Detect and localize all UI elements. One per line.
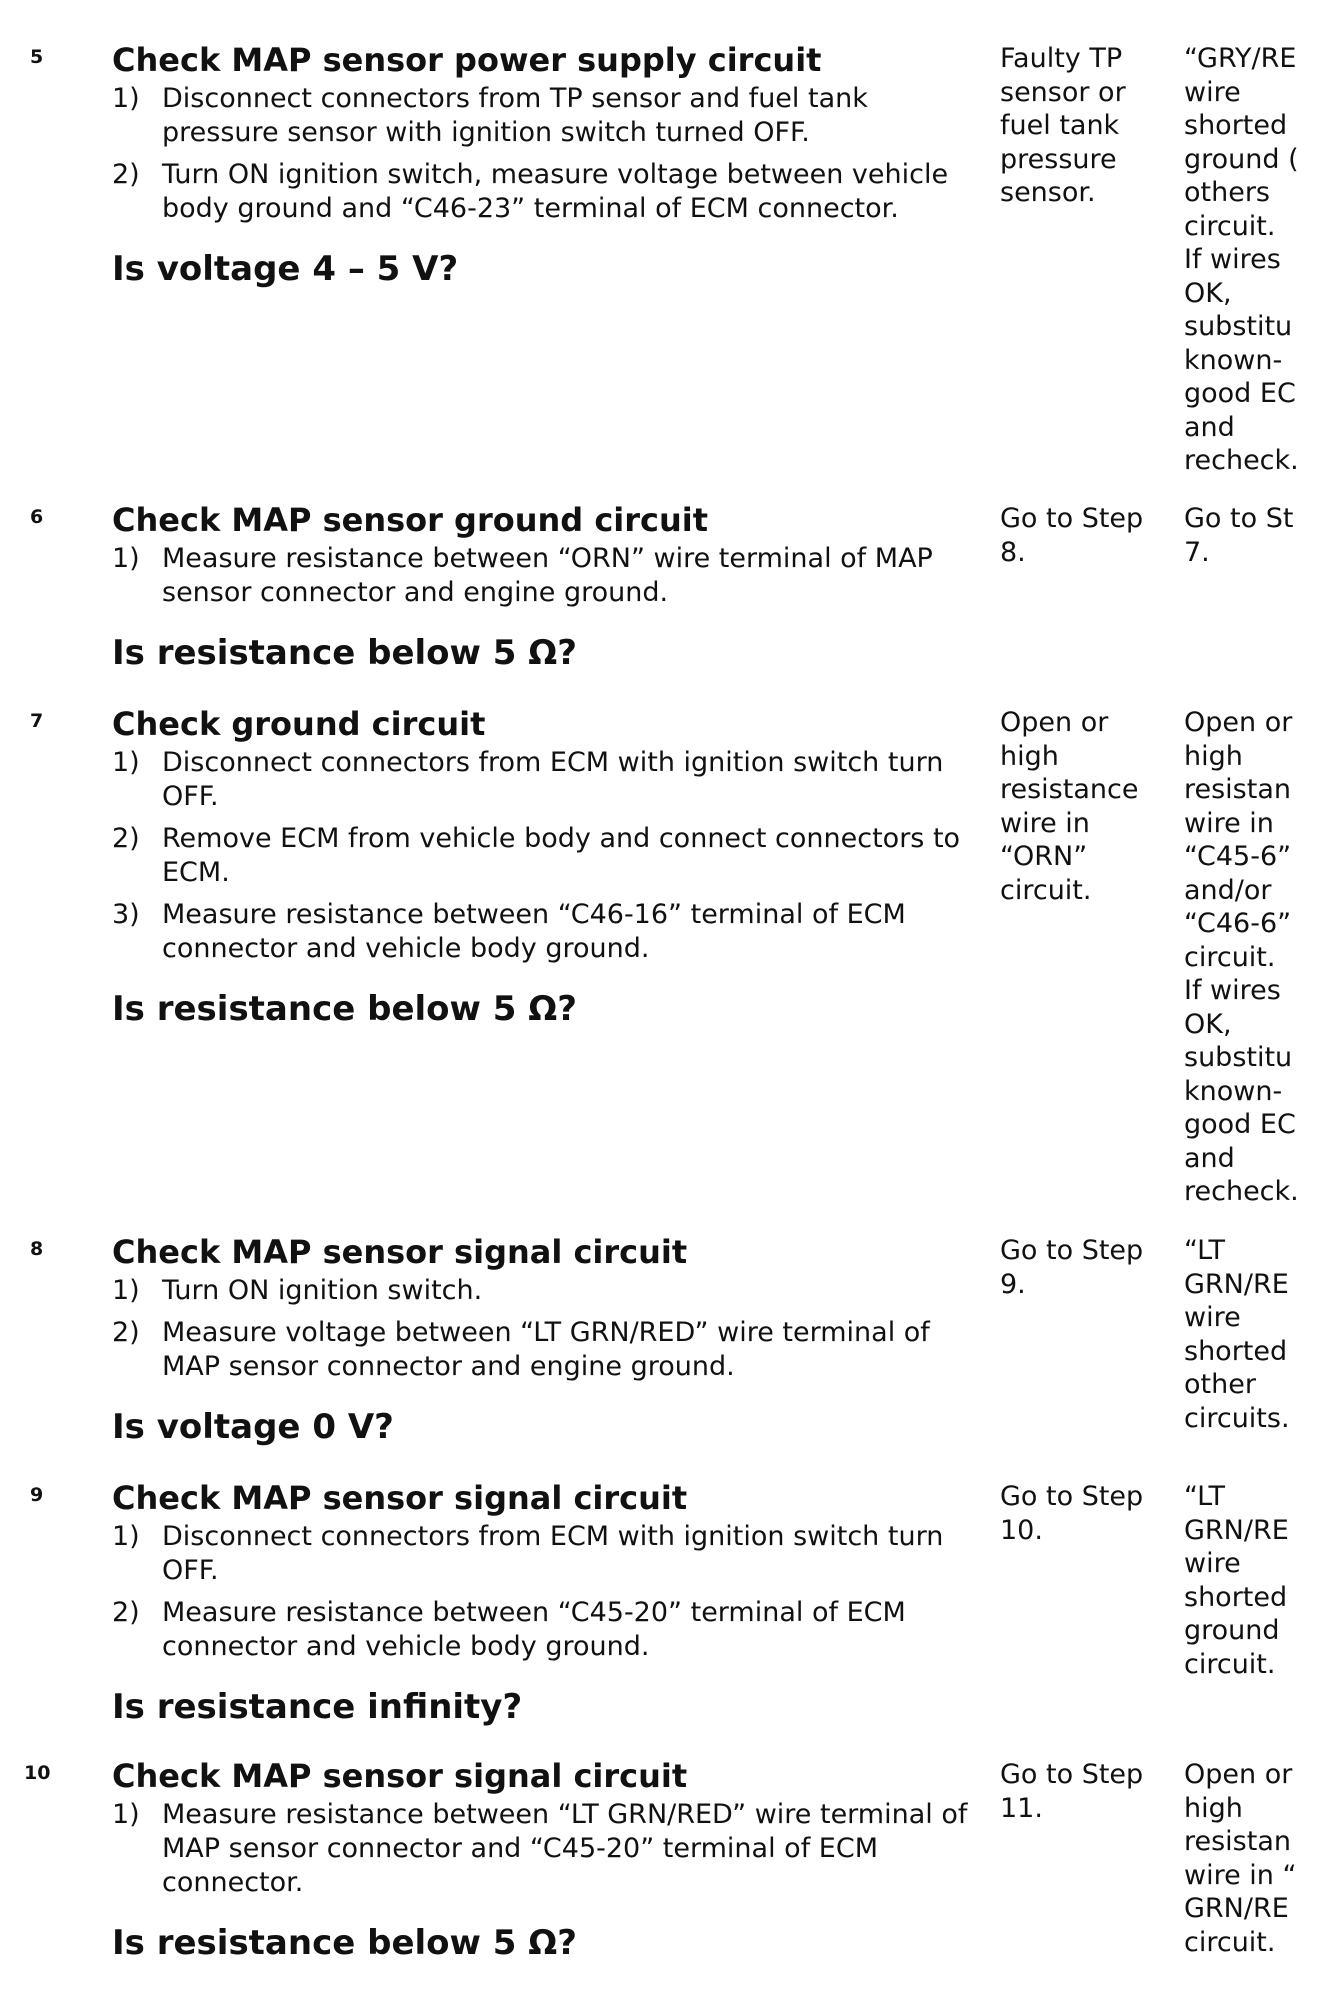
instruction-item: [112, 542, 972, 610]
no-result: Open or high resistan wire in “ GRN/RE circuit.: [1184, 1759, 1297, 1958]
yes-result: Open or high resistance wire in “ORN” circuit.: [1000, 707, 1139, 906]
instruction-text: Remove ECM from vehicle body and connect connectors to ECM.: [162, 823, 961, 888]
instruction-text: Measure resistance between “C45-20” terminal of ECM connector and vehicle body ground.: [162, 1597, 906, 1662]
instruction-number: 2): [112, 823, 140, 854]
instruction-text: Disconnect connectors from ECM with ignition switch turn OFF.: [162, 747, 944, 812]
step-question: Is resistance infinity?: [112, 1687, 523, 1727]
instruction-item: [112, 82, 972, 150]
no-result: Go to St 7.: [1184, 503, 1294, 568]
instruction-item: [112, 158, 972, 226]
step-title: Check MAP sensor ground circuit: [112, 501, 709, 539]
step-content: [112, 500, 972, 674]
instruction-item: [112, 898, 972, 966]
instruction-text: Turn ON ignition switch.: [162, 1275, 483, 1306]
yes-result: Go to Step 10.: [1000, 1481, 1144, 1546]
step-number: 8: [30, 1238, 44, 1260]
instruction-number: 3): [112, 899, 140, 930]
instruction-text: Turn ON ignition switch, measure voltage between vehicle body ground and “C46-23” terminal of ECM connector.: [162, 159, 949, 224]
step-number: 7: [30, 710, 44, 732]
step-question: Is resistance below 5 Ω?: [112, 989, 577, 1029]
step-content: [112, 1756, 972, 1964]
step-title: Check ground circuit: [112, 705, 486, 743]
step-content: [112, 1232, 972, 1448]
instruction-item: [112, 822, 972, 890]
instruction-number: 2): [112, 1597, 140, 1628]
instruction-item: [112, 1316, 972, 1384]
step-title: Check MAP sensor signal circuit: [112, 1479, 688, 1517]
instruction-number: 1): [112, 1799, 140, 1830]
step-question: Is resistance below 5 Ω?: [112, 1923, 577, 1963]
instruction-text: Measure resistance between “ORN” wire terminal of MAP sensor connector and engine ground.: [162, 543, 933, 608]
instruction-number: 1): [112, 1521, 140, 1552]
instruction-number: 1): [112, 83, 140, 114]
no-result: “GRY/RE wire shorted ground ( others circuit. If wires OK, substitu known- good EC and recheck.: [1184, 43, 1299, 476]
step-title: Check MAP sensor signal circuit: [112, 1757, 688, 1795]
step-question: Is resistance below 5 Ω?: [112, 633, 577, 673]
yes-result: Go to Step 9.: [1000, 1235, 1144, 1300]
no-result: Open or high resistan wire in “C45-6” and/or “C46-6” circuit. If wires OK, substitu known- good EC and recheck.: [1184, 707, 1299, 1207]
yes-result: Go to Step 8.: [1000, 503, 1144, 568]
instruction-number: 2): [112, 159, 140, 190]
step-number: 9: [30, 1484, 44, 1506]
step-number: 10: [24, 1762, 51, 1784]
instruction-number: 1): [112, 1275, 140, 1306]
instruction-item: [112, 1596, 972, 1664]
instruction-item: [112, 1274, 972, 1308]
instruction-text: Disconnect connectors from ECM with ignition switch turn OFF.: [162, 1521, 944, 1586]
step-title: Check MAP sensor signal circuit: [112, 1233, 688, 1271]
step-content: [112, 704, 972, 1030]
step-content: [112, 40, 972, 290]
instruction-number: 2): [112, 1317, 140, 1348]
instruction-text: Measure voltage between “LT GRN/RED” wire terminal of MAP sensor connector and engine ground.: [162, 1317, 930, 1382]
step-title: Check MAP sensor power supply circuit: [112, 41, 822, 79]
instruction-item: [112, 1520, 972, 1588]
no-result: “LT GRN/RE wire shorted ground circuit.: [1184, 1481, 1289, 1680]
step-question: Is voltage 0 V?: [112, 1407, 394, 1447]
step-content: [112, 1478, 972, 1728]
instruction-item: [112, 746, 972, 814]
instruction-number: 1): [112, 747, 140, 778]
instruction-text: Measure resistance between “C46-16” terminal of ECM connector and vehicle body ground.: [162, 899, 906, 964]
instruction-number: 1): [112, 543, 140, 574]
step-number: 5: [30, 46, 44, 68]
yes-result: Faulty TP sensor or fuel tank pressure sensor.: [1000, 43, 1126, 208]
instruction-item: [112, 1798, 972, 1900]
no-result: “LT GRN/RE wire shorted other circuits.: [1184, 1235, 1290, 1434]
instruction-text: Measure resistance between “LT GRN/RED” wire terminal of MAP sensor connector and “C45-20” terminal of ECM connector.: [162, 1799, 968, 1898]
instruction-text: Disconnect connectors from TP sensor and fuel tank pressure sensor with ignition switch turned OFF.: [162, 83, 868, 148]
yes-result: Go to Step 11.: [1000, 1759, 1144, 1824]
step-number: 6: [30, 506, 44, 528]
step-question: Is voltage 4 – 5 V?: [112, 249, 459, 289]
